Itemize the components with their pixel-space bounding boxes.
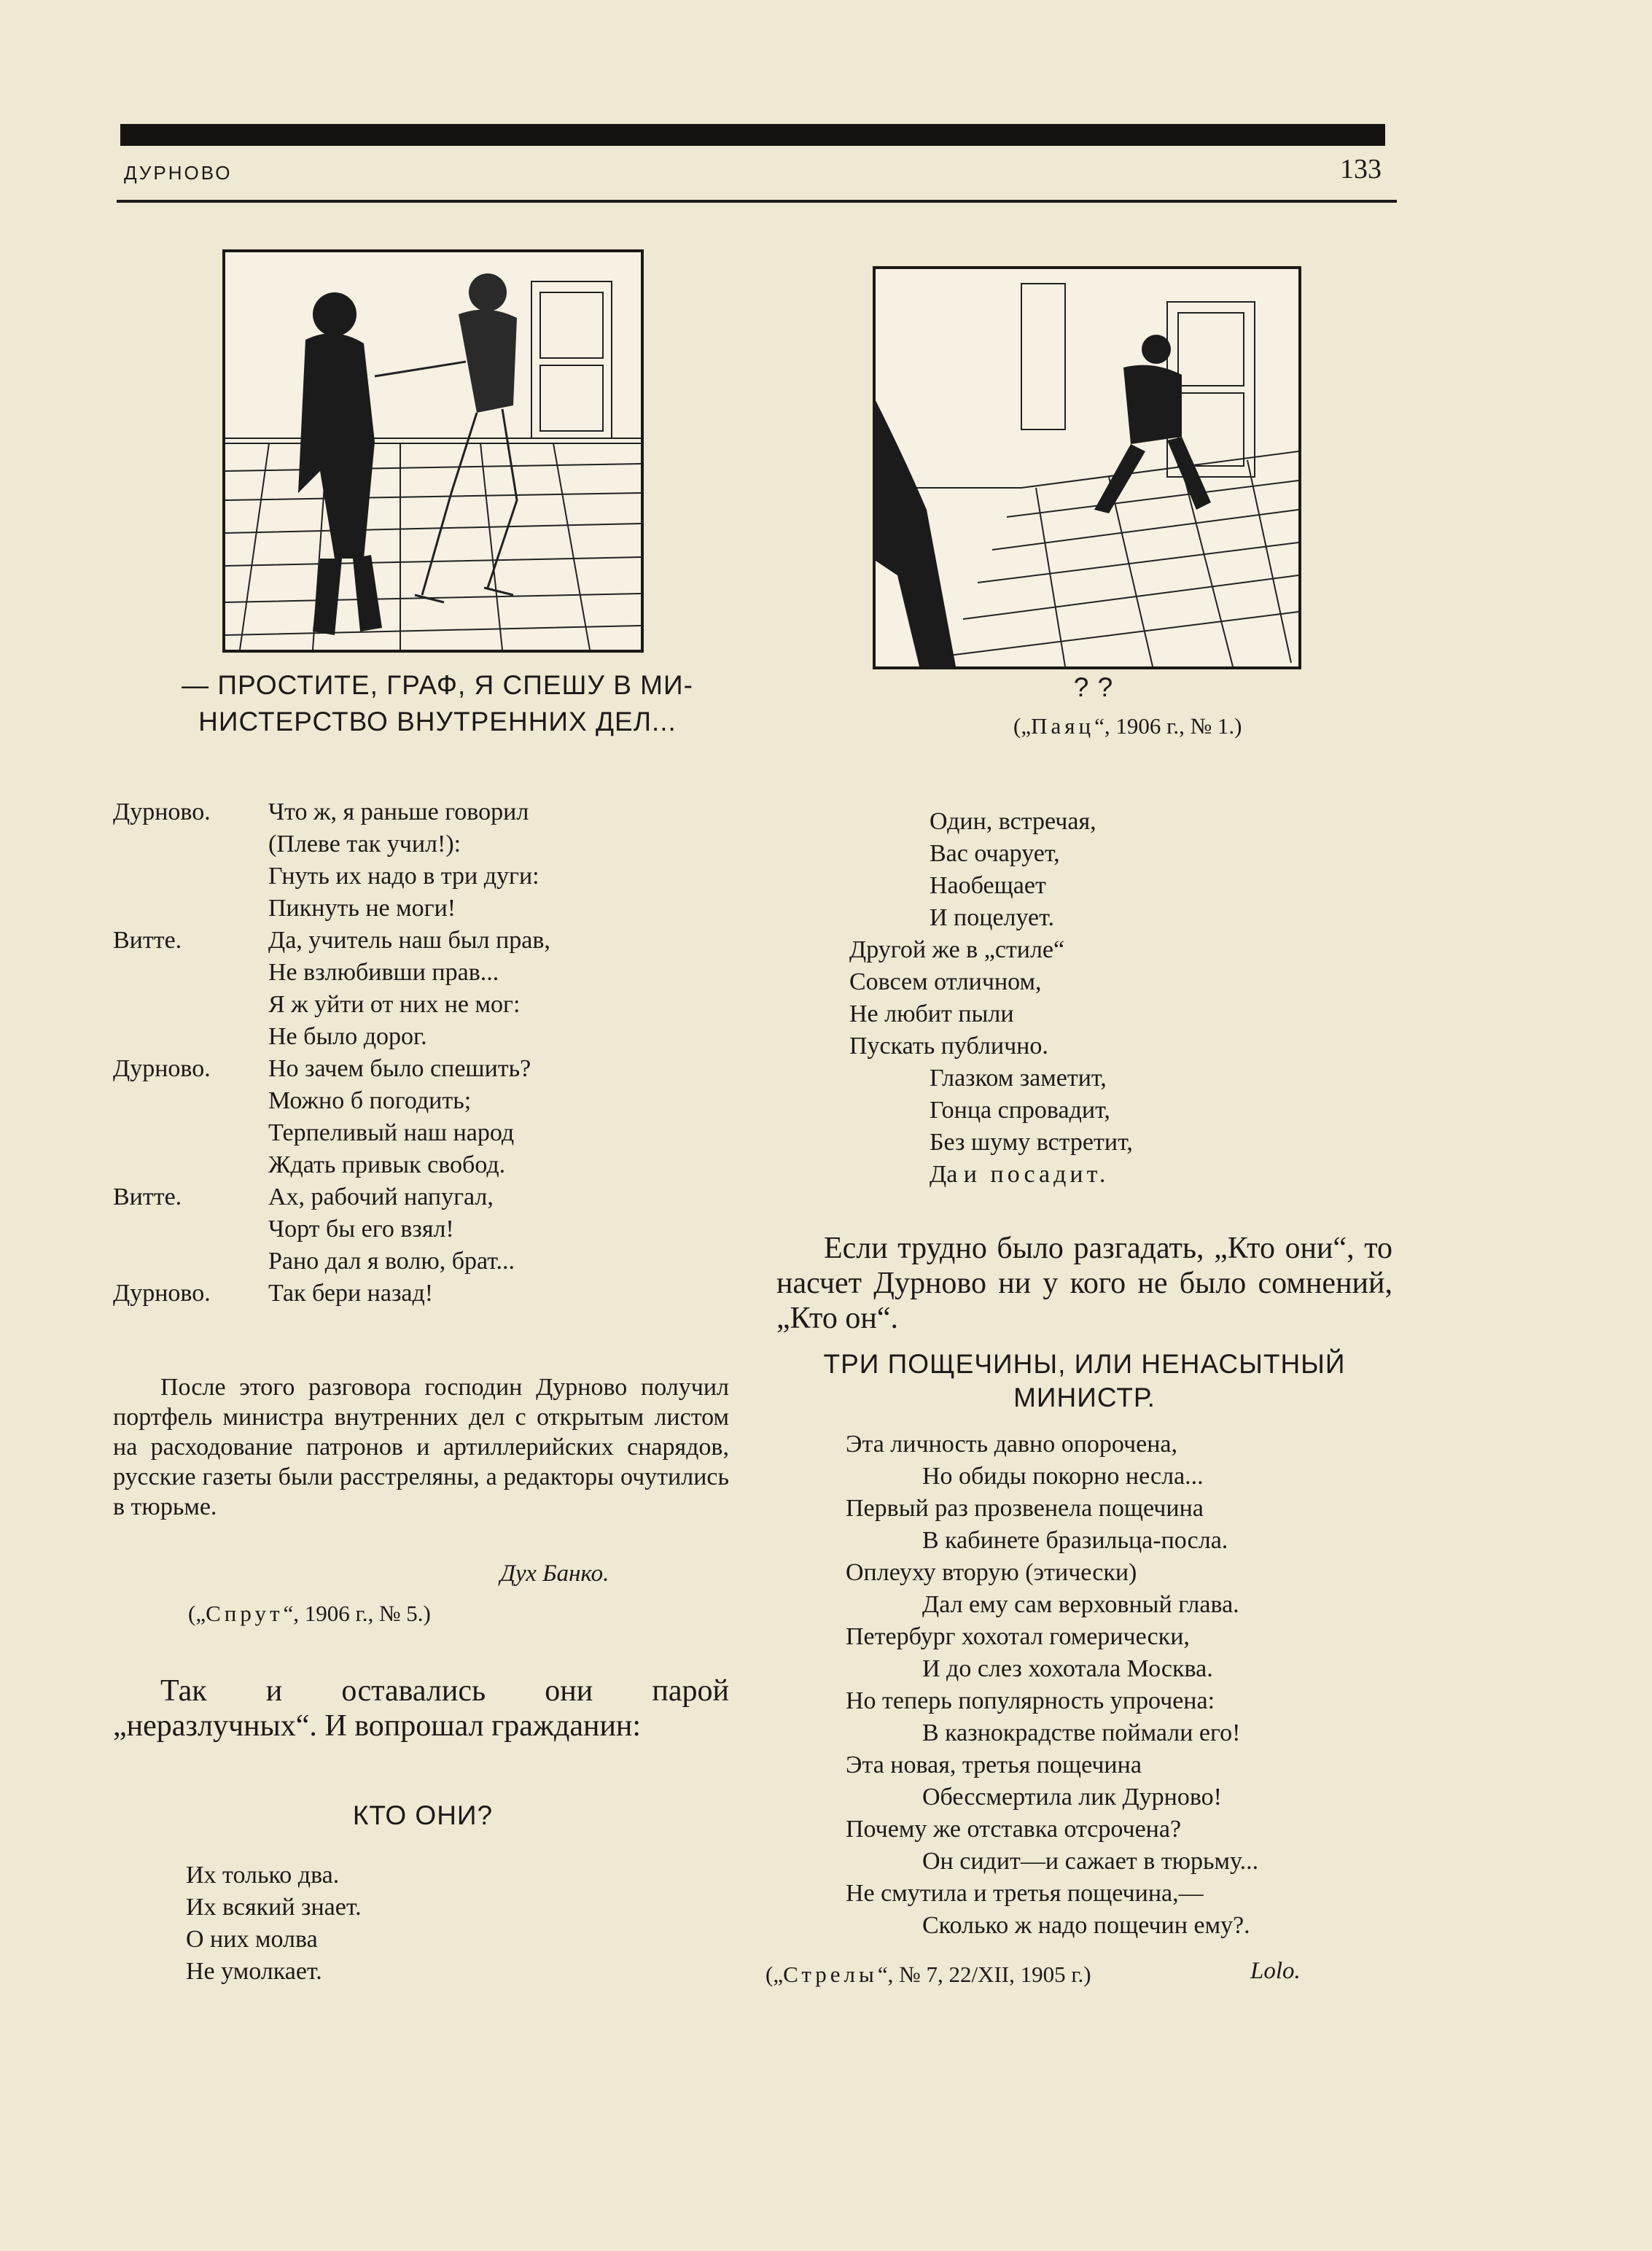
poem-line: В казнокрадстве поймали его!: [922, 1719, 1241, 1746]
poem-line: Но обиды покорно несла...: [922, 1463, 1204, 1490]
poem-line: Он сидит—и сажает в тюрьму...: [922, 1848, 1259, 1875]
poem-line: Один, встречая,: [930, 808, 1096, 835]
speaker: Дурново.: [113, 798, 211, 825]
left-cartoon-illustration: [222, 249, 644, 653]
poem-line: Обессмертила лик Дурново!: [922, 1784, 1223, 1811]
poem-line: В кабинете бразильца-посла.: [922, 1527, 1228, 1554]
dialogue-line: Рано дал я волю, брат...: [268, 1248, 515, 1275]
running-title: ДУРНОВО: [124, 162, 233, 184]
dialogue-line: Но зачем было спешить?: [268, 1055, 531, 1082]
poem-line: И до слез хохотала Москва.: [922, 1655, 1213, 1682]
dialogue-line: Не было дорог.: [268, 1023, 427, 1050]
poem-line: Эта личность давно опорочена,: [846, 1431, 1177, 1458]
dialogue-line: (Плеве так учил!):: [268, 831, 461, 858]
right-cartoon-drawing: [876, 269, 1298, 666]
left-caption-line1: — ПРОСТИТЕ, ГРАФ, Я СПЕШУ В МИ-: [182, 670, 693, 700]
page-number: 133: [1340, 154, 1382, 184]
source-strely: [765, 1962, 1091, 1988]
dialogue-line: Чорт бы его взял!: [268, 1216, 454, 1243]
poem-line: Их всякий знает.: [186, 1894, 362, 1921]
poem-line: О них молва: [186, 1926, 318, 1953]
dialogue-line: Не взлюбивши прав...: [268, 959, 499, 986]
paragraph-text: После этого разговора господин Дурново получил портфель министра внутренних дел с открытым листом на расходование патронов и артиллерийских снарядов, русские газеты были расстреляны, а редакторы очутились в тюрьме.: [113, 1374, 729, 1520]
dialogue-line: Гнуть их надо в три дуги:: [268, 863, 539, 890]
speaker: Витте.: [113, 1183, 182, 1210]
poem-line: Совсем отличном,: [849, 968, 1042, 995]
paragraph-text: Если трудно было разгадать, „Кто они“, то насчет Дурново ни у кого не было сомнений, „Кто он“.: [776, 1232, 1392, 1335]
header-bar: [120, 124, 1385, 146]
left-cartoon-caption: [146, 667, 729, 740]
last-line-prefix: Да: [930, 1161, 964, 1188]
poem-line: Но теперь популярность упрочена:: [846, 1687, 1215, 1714]
signature-dukh-banko: Дух Банко.: [500, 1560, 609, 1587]
right-cartoon-illustration: [873, 266, 1301, 669]
poem-line: Эта новая, третья пощечина: [846, 1752, 1142, 1778]
poem-line: Дал ему сам верховный глава.: [922, 1591, 1239, 1618]
strely-suffix: “, № 7, 22/XII, 1905 г.): [877, 1962, 1091, 1987]
dialogue-line: Да, учитель наш был прав,: [268, 927, 550, 954]
speaker: Дурново.: [113, 1280, 211, 1307]
strely-prefix: („: [765, 1962, 784, 1987]
dialogue-line: Ждать привык свобод.: [268, 1151, 506, 1178]
dialogue-line: Пикнуть не моги!: [268, 895, 456, 922]
last-line-spaced: и посадит.: [963, 1161, 1110, 1188]
poem-line: Пускать публично.: [849, 1033, 1048, 1060]
paragraph-text: Так и оставались они парой „неразлучных“. И вопрошал гражданин:: [113, 1674, 729, 1743]
right-source-suffix: “, 1906 г., № 1.): [1094, 713, 1242, 739]
poem-line: Вас очарует,: [930, 840, 1060, 867]
signature-lolo: Lolo.: [1250, 1958, 1301, 1984]
dialogue-line: Я ж уйти от них не мог:: [268, 991, 521, 1018]
poem-title-tri-poshchechiny: [776, 1348, 1392, 1415]
paragraph-nerazluchnykh: [113, 1673, 729, 1743]
poem2-title-line2: МИНИСТР.: [1013, 1383, 1156, 1412]
dialogue-line: Терпеливый наш народ: [268, 1119, 515, 1146]
poem-line: Почему же отставка отсрочена?: [846, 1816, 1182, 1843]
dialogue-line: Что ж, я раньше говорил: [268, 798, 529, 825]
poem-line-last: [930, 1161, 1109, 1189]
right-cartoon-caption: ? ?: [1073, 672, 1114, 702]
right-source-name: Паяц: [1031, 713, 1095, 739]
speaker: Дурново.: [113, 1055, 211, 1082]
dialogue-line: Можно б погодить;: [268, 1087, 472, 1114]
speaker: Витте.: [113, 927, 182, 954]
poem-line: Первый раз прозвенела пощечина: [846, 1495, 1204, 1522]
strely-name: Стрелы: [783, 1962, 878, 1987]
poem-line: Без шуму встретит,: [930, 1129, 1133, 1156]
right-source-prefix: („: [1013, 713, 1032, 739]
poem-line: Глазком заметит,: [930, 1065, 1107, 1092]
poem-title-kto-oni: КТО ОНИ?: [352, 1800, 494, 1830]
right-cartoon-source: [1013, 713, 1242, 739]
poem-line: Другой же в „стиле“: [849, 936, 1065, 963]
poem-line: И поцелует.: [930, 904, 1054, 931]
poem-line: Наобещает: [930, 872, 1046, 899]
poem-line: Петербург хохотал гомерически,: [846, 1623, 1190, 1650]
paragraph-after-dialogue: [113, 1372, 729, 1522]
left-cartoon-drawing: [225, 252, 641, 650]
poem2-title-line1: ТРИ ПОЩЕЧИНЫ, ИЛИ НЕНАСЫТНЫЙ: [823, 1349, 1346, 1379]
poem-line: Не смутила и третья пощечина,—: [846, 1880, 1204, 1907]
sprut-suffix: “, 1906 г., № 5.): [283, 1601, 431, 1626]
sprut-name: Спрут: [206, 1601, 284, 1626]
header-rule: [117, 200, 1397, 203]
dialogue-line: Ах, рабочий напугал,: [268, 1183, 494, 1210]
left-caption-line2: НИСТЕРСТВО ВНУТРЕННИХ ДЕЛ...: [198, 707, 677, 736]
poem-line: Гонца спровадит,: [930, 1097, 1110, 1124]
poem-line: Не любит пыли: [849, 1000, 1014, 1027]
poem-line: Не умолкает.: [186, 1958, 322, 1985]
poem-line: Сколько ж надо пощечин ему?.: [922, 1912, 1250, 1939]
dialogue-line: Так бери назад!: [268, 1280, 434, 1307]
sprut-prefix: („: [188, 1601, 206, 1626]
poem-line: Оплеуху вторую (этически): [846, 1559, 1137, 1586]
source-sprut: [188, 1601, 431, 1627]
poem-line: Их только два.: [186, 1862, 340, 1889]
paragraph-kto-on: [776, 1231, 1392, 1336]
